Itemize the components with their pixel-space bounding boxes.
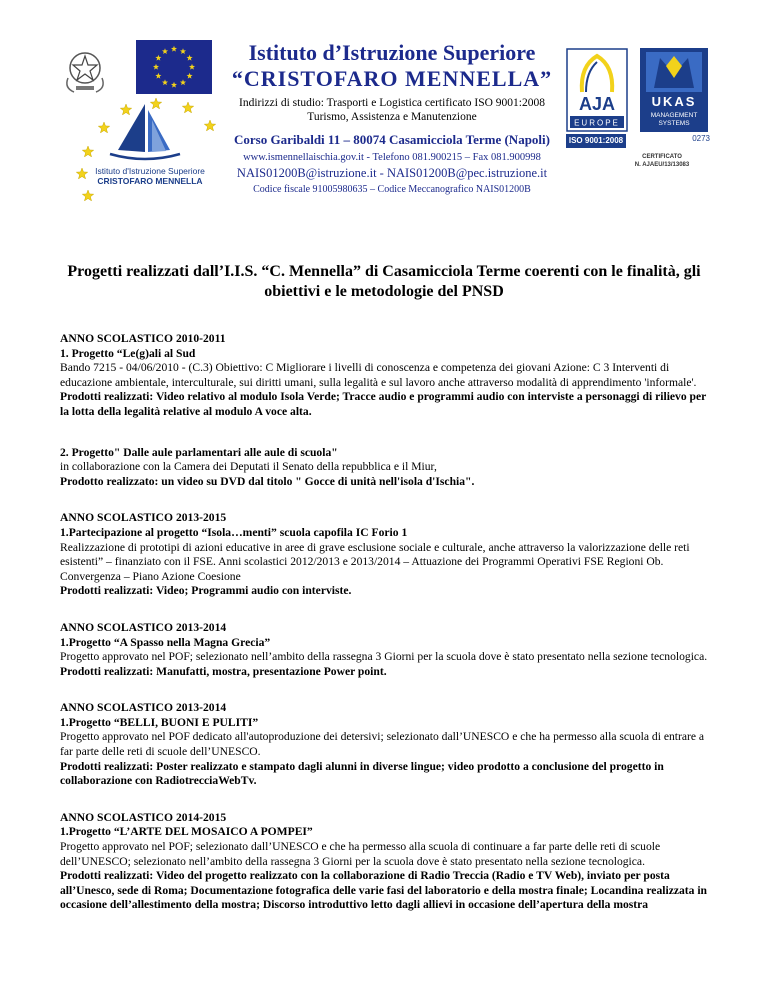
aja-text: AJA: [578, 94, 616, 114]
project-description: Progetto approvato nel POF dedicato all'autoproduzione dei detersivi; selezionato dall’UNESCO e che ha permesso alla scuola di entrare a far parte delle reti di scuole dell’UNESCO.: [60, 730, 705, 759]
project-description: Progetto approvato nel POF; selezionato nell’ambito della rassegna 3 Giorni per la scuola dove è stato presentato nella sezione tecnologica.: [60, 650, 708, 664]
document-title: Progetti realizzati dall’I.I.S. “C. Mennella” di Casamicciola Terme coerenti con le finalità, gli obiettivi e le metodologie del PNSD: [67, 263, 701, 300]
aja-europe-logo-icon: [566, 48, 628, 132]
eu-flag-icon: [136, 40, 212, 94]
project-description: Progetto approvato nel POF; selezionato dall’UNESCO e che ha permesso alla scuola di continuare a far parte delle reti di scuole dell’UNESCO; selezionato nell’ambito della rassegna 3 Giorni per la scuola dove è stato presentato nella sezione tecnologica.: [60, 840, 661, 868]
school-logo-caption: [70, 166, 230, 186]
email-addresses: NAIS01200B@istruzione.it - NAIS01200B@pec.istruzione.it: [236, 166, 548, 180]
sailboat-logo-icon: [100, 100, 190, 168]
institute-title: Istituto d’Istruzione Superiore: [248, 40, 536, 65]
project-description: in collaborazione con la Camera dei Deputati il Senato della repubblica e il Miur,: [60, 460, 437, 474]
school-year-heading: ANNO SCOLASTICO 2014-2015: [60, 810, 227, 824]
ukas-text: UKAS: [651, 94, 697, 109]
ukas-logo-icon: [640, 48, 708, 132]
study-addresses: [212, 96, 572, 124]
certificate-label: CERTIFICATO: [642, 154, 682, 160]
project-products: Prodotti realizzati: Video del progetto realizzato con la collaborazione di Radio Treccia (Radio e TV Web), inviato per posta all’Unesco, sede di Roma; Documentazione fotografica delle varie fasi del laboratorio e della mostra finale; Locandina realizzata in occasione dell’allestimento della mostra; Discorso introduttivo letto dagli allievi in occasione dell’apertura della mostra: [60, 869, 708, 912]
school-year-heading: ANNO SCOLASTICO 2013-2014: [60, 620, 227, 634]
project-description: Bando 7215 - 04/06/2010 - (C.3) Obiettivo: C Migliorare i livelli di conoscenza e competenza dei giovani Azione: C 3 Interventi di educazione ambientale, interculturale, sui diritti umani, sulla legalità e sul lavoro anche attraverso modalità di apprendimento 'informale'.: [60, 361, 697, 389]
project-title: 1.Progetto “BELLI, BUONI E PULITI”: [60, 715, 259, 729]
study-addresses-line2: Turismo, Assistenza e Manutenzione: [307, 111, 477, 123]
project-products: Prodotti realizzati: Poster realizzato e stampato dagli alunni in diverse lingue; video prodotto a conclusione del progetto in collaborazione con RadiotrecciaWebTv.: [60, 759, 664, 788]
ukas-sub2: SYSTEMS: [658, 120, 690, 127]
project-title: 2. Progetto" Dalle aule parlamentari alle aule di scuola": [60, 445, 338, 459]
school-year-heading: ANNO SCOLASTICO 2010-2011: [60, 332, 226, 345]
section-2014-2015: [60, 811, 716, 913]
project-products: Prodotti realizzati: Manufatti, mostra, presentazione Power point.: [60, 664, 387, 678]
institute-heading: [212, 40, 572, 195]
section-2013-2014-b: [60, 701, 716, 789]
certificate-number: N. AJAEU/13/13083: [634, 162, 690, 168]
study-addresses-line1: Indirizzi di studio: Trasporti e Logistica certificato ISO 9001:2008: [239, 97, 545, 109]
project-products: Prodotto realizzato: un video su DVD dal titolo " Gocce di unità nell'isola d'Ischia".: [60, 474, 475, 488]
school-year-heading: ANNO SCOLASTICO 2013-2014: [60, 701, 227, 715]
fiscal-codes: Codice fiscale 91005980635 – Codice Meccanografico NAIS01200B: [253, 184, 531, 195]
section-2013-2014-a: [60, 621, 716, 679]
document-body: [60, 332, 716, 927]
ukas-sub1: MANAGEMENT: [650, 112, 698, 119]
web-phone-fax: www.ismennellaischia.gov.it - Telefono 081.900215 – Fax 081.900998: [243, 152, 541, 163]
aja-sub: EUROPE: [574, 118, 620, 128]
project-products: Prodotti realizzati: Video relativo al modulo Isola Verde; Tracce audio e programmi audio con interviste a personaggi di rilievo per la lotta della legalità relative al modulo A voce alta.: [60, 390, 707, 418]
section-2010-2011-project-2: [60, 446, 716, 490]
section-2010-2011: [60, 332, 716, 420]
school-year-heading: ANNO SCOLASTICO 2013-2015: [60, 511, 227, 525]
iso-badge: ISO 9001:2008: [566, 134, 626, 148]
section-2013-2015: [60, 511, 716, 599]
project-products: Prodotti realizzati: Video; Programmi audio con interviste.: [60, 584, 352, 598]
project-title: 1. Progetto “Le(g)ali al Sud: [60, 346, 196, 360]
logo-caption-line2: CRISTOFARO MENNELLA: [97, 176, 203, 186]
italian-emblem-icon: [60, 48, 110, 94]
certificate-block: [612, 153, 712, 169]
project-title: 1.Progetto “L’ARTE DEL MOSAICO A POMPEI”: [60, 825, 313, 839]
project-title: 1.Progetto “A Spasso nella Magna Grecia”: [60, 635, 271, 649]
postal-address: Corso Garibaldi 11 – 80074 Casamicciola Terme (Napoli): [234, 132, 550, 147]
logo-star-icon: [82, 146, 93, 157]
logo-caption-line1: Istituto d'Istruzione Superiore: [95, 166, 205, 176]
project-description: Realizzazione di prototipi di azioni educative in aree di grave esclusione sociale e culturale, anche attraverso la valorizzazione delle reti esistenti” – finanziato con il FSE. Anni scolastici 2012/2013 e 2013/2014 – Attuazione dei Programmi Operativi FSE Regioni Ob. Convergenza – Piano Azione Coesione: [60, 540, 690, 583]
project-title: 1.Partecipazione al progetto “Isola…menti” scuola capofila IC Forio 1: [60, 525, 408, 539]
logo-star-icon: [82, 190, 93, 201]
letterhead: [0, 0, 768, 230]
ukas-number: 0273: [692, 134, 710, 143]
institute-name: “CRISTOFARO MENNELLA”: [231, 66, 553, 91]
